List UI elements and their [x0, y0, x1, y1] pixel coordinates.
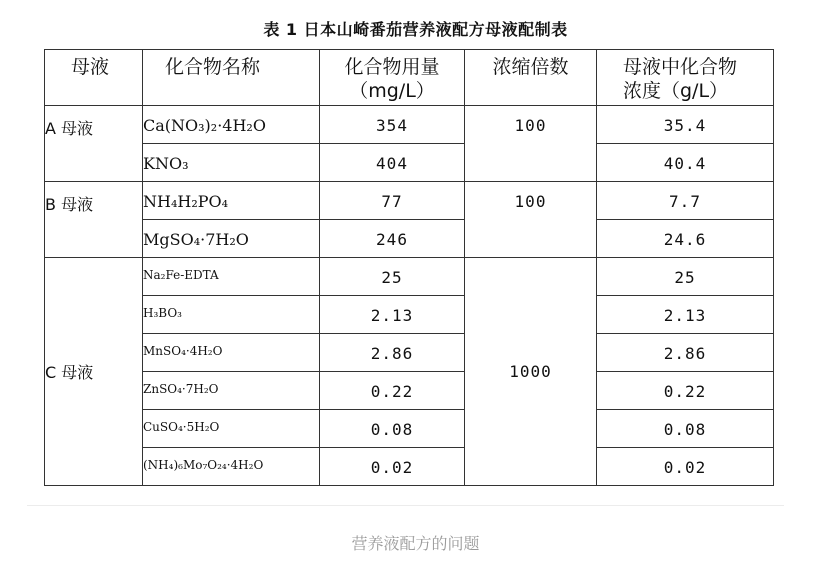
dose-cell: 246: [320, 220, 465, 258]
conc-cell: 24.6: [597, 220, 774, 258]
conc-cell: 7.7: [597, 182, 774, 220]
group-label-a: A 母液: [45, 106, 143, 182]
group-label-b: B 母液: [45, 182, 143, 258]
table-row: [45, 296, 774, 334]
header-compound-name: 化合物名称: [143, 50, 320, 106]
group-label-c: C 母液: [45, 258, 143, 486]
dose-cell: 0.02: [320, 448, 465, 486]
factor-cell-a: 100: [465, 106, 597, 182]
dose-cell: 404: [320, 144, 465, 182]
factor-cell-b: 100: [465, 182, 597, 258]
table-row: [45, 106, 774, 144]
image-caption: 营养液配方的问题: [351, 534, 480, 553]
compound-cell: Ca(NO₃)₂·4H₂O: [143, 106, 320, 144]
table-row: [45, 258, 774, 296]
compound-cell: NH₄H₂PO₄: [143, 182, 320, 220]
compound-cell: CuSO₄·5H₂O: [143, 410, 320, 448]
header-stock-solution: 母液: [45, 50, 143, 106]
table-row: [45, 410, 774, 448]
compound-cell: MgSO₄·7H₂O: [143, 220, 320, 258]
dose-cell: 77: [320, 182, 465, 220]
dose-cell: 25: [320, 258, 465, 296]
conc-cell: 0.02: [597, 448, 774, 486]
table-row: [45, 182, 774, 220]
header-row: [45, 50, 774, 106]
conc-cell: 40.4: [597, 144, 774, 182]
compound-cell: MnSO₄·4H₂O: [143, 334, 320, 372]
conc-cell: 0.08: [597, 410, 774, 448]
compound-cell: H₃BO₃: [143, 296, 320, 334]
table-title: 表 1 日本山崎番茄营养液配方母液配制表: [263, 20, 568, 39]
compound-cell: KNO₃: [143, 144, 320, 182]
table-row: [45, 144, 774, 182]
header-compound-dose: 化合物用量 （mg/L）: [320, 50, 465, 106]
dose-cell: 0.22: [320, 372, 465, 410]
compound-cell: ZnSO₄·7H₂O: [143, 372, 320, 410]
table-row: [45, 372, 774, 410]
stock-solution-table: [44, 49, 774, 486]
conc-cell: 2.86: [597, 334, 774, 372]
factor-cell-c: 1000: [465, 258, 597, 486]
conc-cell: 0.22: [597, 372, 774, 410]
table-row: [45, 448, 774, 486]
header-stock-concentration: 母液中化合物 浓度（g/L）: [597, 50, 774, 106]
dose-cell: 2.86: [320, 334, 465, 372]
dose-cell: 354: [320, 106, 465, 144]
conc-cell: 25: [597, 258, 774, 296]
compound-cell: (NH₄)₆Mo₇O₂₄·4H₂O: [143, 448, 320, 486]
dose-cell: 2.13: [320, 296, 465, 334]
dose-cell: 0.08: [320, 410, 465, 448]
table-row: [45, 334, 774, 372]
conc-cell: 35.4: [597, 106, 774, 144]
compound-cell: Na₂Fe-EDTA: [143, 258, 320, 296]
header-concentration-factor: 浓缩倍数: [465, 50, 597, 106]
caption-divider: [27, 505, 784, 506]
conc-cell: 2.13: [597, 296, 774, 334]
table-row: [45, 220, 774, 258]
